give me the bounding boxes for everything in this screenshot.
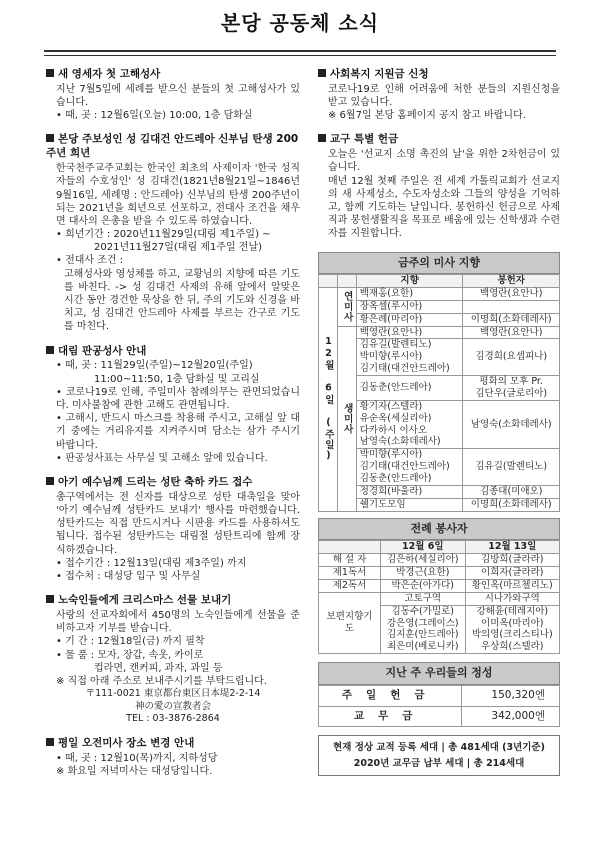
notice-text: ※ 6월7일 본당 홈페이지 공지 참고 바랍니다.	[328, 110, 526, 122]
notice-homeless-gifts	[46, 594, 300, 726]
notice-text: 고해성사와 영성체를 하고, 교황님의 지향에 따른 기도를 바친다. -> 성 김대건 사제의 유해 앞에서 알맞은 시간 동안 경건한 묵상을 한 뒤, 주의 기도와 신경을 바치고, 성 김대건 안드레아 사제를 부르는 간구로 기도를 마친다.	[64, 268, 300, 333]
offering-title: 지난 주 우리들의 정성	[318, 662, 560, 685]
table-cell: 황인옥(마르첼리노)	[465, 579, 559, 592]
table-cell: 강해윤(테레지아) 이미옥(마리아) 박의영(크리스티나) 우상희(스텔라)	[465, 605, 559, 654]
stat-line: 현재 정상 교적 등록 세대 | 총 481세대 (3년기준)	[333, 742, 545, 754]
table-row	[319, 592, 560, 605]
intention-cell: 황은례(마리아)	[356, 313, 463, 326]
table-header: 봉헌자	[463, 275, 560, 288]
table-cell: 박경근(요한)	[381, 567, 466, 580]
donor-cell: 백영란(요안나)	[463, 287, 560, 300]
notice-text: • 때, 곳 : 11월29일(주일)~12월20일(주일)	[56, 360, 253, 372]
table-row	[319, 579, 560, 592]
mass-group-cell: 연미사	[337, 287, 356, 326]
notice-welfare	[318, 68, 560, 122]
page-title: 본당 공동체 소식	[220, 11, 380, 35]
liturgy-title: 전례 봉사자	[318, 518, 560, 541]
table-cell: 김동수(가밀로) 강은영(그레이스) 김지훈(안드레아) 최은미(베로니카)	[381, 605, 466, 654]
donor-cell: 평화의 모후 Pr. 김단우(글로리아)	[463, 376, 560, 401]
title-rule-top	[44, 50, 556, 52]
notice-text: 오늘은 '선교지 소명 촉진의 날'을 위한 2차헌금이 있습니다.	[328, 149, 560, 174]
notice-heading: 사회복지 지원금 신청	[318, 68, 560, 82]
notice-text: ※ 직접 아래 주소로 보내주시기를 부탁드립니다.	[56, 675, 267, 687]
table-row	[319, 326, 560, 339]
intention-cell: 백영란(요안나)	[356, 326, 463, 339]
intention-cell: 쉘기도모임	[356, 498, 463, 511]
notice-first-confession	[46, 68, 300, 122]
table-cell: 박은순(아가다)	[381, 579, 466, 592]
intention-cell: 황기자(스텔라) 유순옥(세실리아) 다카하시 이사오 남영숙(소화데레사)	[356, 400, 463, 449]
square-bullet-icon	[46, 738, 54, 746]
notice-text: • 희년기간 : 2020년11월29일(대림 제1주일) ~	[56, 229, 271, 241]
mailing-address: 〒111-0021 東京都台東区日本堤2-2-14	[85, 688, 261, 700]
square-bullet-icon	[46, 477, 54, 485]
notice-heading: 교구 특별 헌금	[318, 133, 560, 147]
left-column	[46, 68, 300, 789]
notice-text: • 접수처 : 대성당 입구 및 사무실	[56, 570, 201, 582]
table-row	[319, 541, 560, 554]
notice-text: 총구역에서는 전 신자를 대상으로 성탄 대축일을 맞아 '아기 예수님께 성탄카드 보내기' 행사를 마련했습니다. 성탄카드는 직접 만드시거나 시판용 카드를 사용하셔도 됩니다. 접수된 성탄카드는 대림절 성탄트리에 함께 장식하겠습니다.	[56, 491, 300, 556]
table-row	[319, 287, 560, 300]
table-cell: 이희자(글라라)	[465, 567, 559, 580]
notice-heading: 노숙인들에게 크리스마스 선물 보내기	[46, 594, 300, 608]
table-cell: 김방희(글라라)	[465, 554, 559, 567]
role-cell: 제1독서	[319, 567, 381, 580]
role-cell: 보편지향기 도	[319, 592, 381, 653]
notice-text: • 접수기간 : 12월13일(대림 제3주일) 까지	[56, 557, 247, 569]
offering-table	[318, 685, 560, 728]
donor-cell: 이명희(소화데레사)	[463, 498, 560, 511]
notice-heading: 아기 예수님께 드리는 성탄 축하 카드 접수	[46, 476, 300, 490]
mailing-phone: TEL : 03-3876-2864	[126, 713, 220, 725]
donor-cell: 김유길(발렌티노)	[463, 449, 560, 486]
table-header: 지향	[356, 275, 463, 288]
mass-date-cell: 12월 6일 (주일)	[319, 287, 338, 511]
square-bullet-icon	[46, 69, 54, 77]
table-row	[319, 275, 560, 288]
right-column	[318, 68, 560, 776]
intention-cell: 정경희(바울라)	[356, 485, 463, 498]
stat-line: 2020년 교무금 납부 세대 | 총 214세대	[353, 757, 525, 769]
notice-christmas-card	[46, 476, 300, 583]
mass-group-cell: 생미사	[337, 326, 356, 511]
notice-text: 코로나19로 인해 어려움에 처한 분들의 지원신청을 받고 있습니다.	[328, 83, 560, 109]
role-cell: 해 설 자	[319, 554, 381, 567]
notice-text: • 기 간 : 12월18일(금) 까지 필착	[56, 636, 205, 648]
intention-cell: 김동춘(안드레아)	[356, 376, 463, 401]
mailing-recipient: 神の愛の宣教者会	[134, 700, 211, 712]
notice-special-offering	[318, 133, 560, 240]
notice-text: • 물 품 : 모자, 장갑, 속옷, 카이로	[56, 649, 204, 661]
notice-text: 사랑의 선교자회에서 450명의 노숙인들에게 선물을 준비하고자 기부를 받습니다.	[56, 609, 300, 635]
donor-cell	[463, 300, 560, 313]
title-rule-bottom	[44, 55, 556, 56]
table-cell: 고토구역	[381, 592, 466, 605]
table-row	[319, 554, 560, 567]
notice-weekday-mass	[46, 737, 300, 778]
offering-box	[318, 662, 560, 727]
notice-heading: 본당 주보성인 성 김대건 안드레아 신부님 탄생 200주년 희년	[46, 133, 299, 160]
notice-text: 지난 7월5일에 세례를 받으신 분들의 첫 고해성사가 있습니다.	[56, 83, 300, 109]
mass-intentions-title: 금주의 미사 지향	[318, 252, 560, 275]
notice-text: • 때, 곳 : 12월10(목)까지, 지하성당	[56, 752, 218, 764]
notice-text: 매년 12월 첫째 주일은 전 세계 가톨릭교회가 선교지의 새 사제성소, 수도자성소와 그들의 양성을 기억하고, 함께 기도하는 날입니다. 봉헌하신 헌금으로 사제직과 봉헌생활직을 목표로 배움에 있는 신학생과 수련자를 지원합니다.	[328, 175, 560, 240]
notice-text: 컵라면, 캔커피, 과자, 과일 등	[94, 662, 223, 674]
offering-label: 주일헌금	[319, 685, 462, 706]
offering-label: 교무금	[319, 706, 462, 727]
notice-text: 2021년11월27일(대림 제1주일 전날)	[94, 242, 263, 254]
notice-text: 한국천주교주교회는 한국인 최초의 사제이자 '한국 성직자들의 수호성인' 성 김대건(1821년8월21일~1846년9월16일, 세례명 : 안드레아) 신부님의 탄생 200주년이 되는 2021년을 희년으로 선포하고, 전대사 조건을 채우면 대사의 은총을 받을 수 있도록 하였습니다.	[56, 163, 300, 227]
square-bullet-icon	[46, 134, 54, 142]
donor-cell: 김종대(미애오)	[463, 485, 560, 498]
date-header	[319, 275, 338, 288]
notice-text: • 고해시, 반드시 마스크를 착용해 주시고, 고해실 앞 대기 중에는 거리유지를 지켜주시며 담소는 삼가 주시기 바랍니다.	[56, 413, 300, 451]
notice-advent-confession	[46, 345, 300, 465]
notice-text: 11:00~11:50, 1층 담화실 및 고리실	[94, 373, 260, 385]
notice-text: • 전대사 조건 :	[56, 255, 124, 267]
table-row	[319, 685, 560, 706]
mass-intentions-table	[318, 274, 560, 512]
notice-text: • 코로나19로 인해, 주일미사 참례의무는 관면되었습니다. 미사불참에 관한 고해도 관면됩니다.	[56, 386, 300, 411]
notice-heading: 평일 오전미사 장소 변경 안내	[46, 737, 300, 751]
liturgy-box	[318, 518, 560, 654]
square-bullet-icon	[46, 346, 54, 354]
mass-intentions-box	[318, 252, 560, 512]
notice-heading: 새 영세자 첫 고해성사	[46, 68, 300, 82]
notice-text: ※ 화요일 저녁미사는 대성당입니다.	[56, 765, 213, 777]
intention-cell: 김유길(발렌티노) 박미향(루시아) 김기태(대건안드레아)	[356, 339, 463, 376]
notice-text: • 때, 곳 : 12월6일(오늘) 10:00, 1층 담화실	[56, 110, 253, 122]
intention-cell: 장옥셀(루시아)	[356, 300, 463, 313]
square-bullet-icon	[46, 595, 54, 603]
donor-cell: 백영란(요안나)	[463, 326, 560, 339]
table-row	[319, 567, 560, 580]
offering-amount: 342,000엔	[462, 706, 560, 727]
table-header	[319, 541, 381, 554]
group-header	[337, 275, 356, 288]
table-cell: 김은하(세실리아)	[381, 554, 466, 567]
parish-stats	[318, 735, 560, 775]
donor-cell: 이명희(소화데레사)	[463, 313, 560, 326]
table-row	[319, 706, 560, 727]
intention-cell: 박미향(루시아) 김기태(대건안드레아) 김동춘(안드레아)	[356, 449, 463, 486]
notice-jubilee	[46, 133, 300, 333]
intention-cell: 백재홍(요한)	[356, 287, 463, 300]
square-bullet-icon	[318, 69, 326, 77]
table-cell: 시나가와구역	[465, 592, 559, 605]
notice-heading: 대림 판공성사 안내	[46, 345, 300, 359]
donor-cell: 김경희(요셉피나)	[463, 339, 560, 376]
table-header: 12월 6일	[381, 541, 466, 554]
square-bullet-icon	[318, 134, 326, 142]
liturgy-table	[318, 540, 560, 654]
notice-text: • 판공성사표는 사무실 및 고해소 앞에 있습니다.	[56, 452, 268, 464]
offering-amount: 150,320엔	[462, 685, 560, 706]
donor-cell: 남영숙(소화데레사)	[463, 400, 560, 449]
role-cell: 제2독서	[319, 579, 381, 592]
table-header: 12월 13일	[465, 541, 559, 554]
